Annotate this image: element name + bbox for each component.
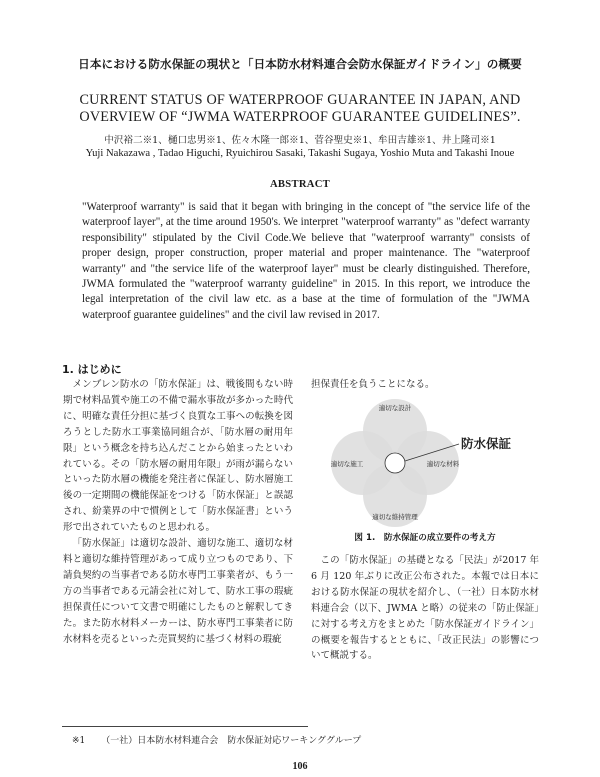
figure-venn-diagram [311, 393, 541, 528]
section-heading-introduction: 1. はじめに [62, 363, 122, 376]
paper-title-english [60, 92, 540, 126]
page-number: 106 [292, 761, 308, 772]
venn-label-maintenance: 適切な維持管理 [372, 513, 418, 521]
footnote-text: （一社）日本防水材料連合会 防水保証対応ワーキンググループ [101, 736, 362, 746]
right-column [311, 553, 539, 664]
figure-caption: 図 1. 防水保証の成立要件の考え方 [354, 533, 496, 543]
paper-title-english-line1: CURRENT STATUS OF WATERPROOF GUARANTEE IN JAPAN, AND [79, 92, 521, 108]
footnote-mark: ※1 [72, 736, 86, 746]
venn-label-design: 適切な設計 [378, 404, 412, 412]
authors-english: Yuji Nakazawa , Tadao Higuchi, Ryuichirou Sasaki, Takashi Sugaya, Yoshio Muta and Takashi Inoue [85, 148, 515, 159]
venn-label-material: 適切な材料 [426, 460, 460, 468]
abstract-body: "Waterproof warranty" is said that it began with bringing in the concept of "the service life of the waterproof layer", at the time around 1950's. We interpret "waterproof warranty" as "defect warranty responsibility" stipulated by the Civil Code.We believe that "waterproof warranty" consists of proper design, proper construction, proper material and proper maintenance. The "waterproof warranty" and "the service life of the waterproof layer" must be clearly distinguished. Therefore, JWMA formulated the "waterproof warranty guideline" in 2015. In this report, we introduce the legal interpretation of the civil law etc. as a base at the time of formulation of the "JWMA waterproof guarantee guidelines" and the civil law revised in 2017. [82, 201, 530, 321]
paper-title-japanese: 日本における防水保証の現状と「日本防水材料連合会防水保証ガイドライン」の概要 [78, 57, 522, 71]
right-paragraph: この「防水保証」の基礎となる「民法」が2017 年 6 月 120 年ぶりに改正公布された。本報では日本における防水保証の現状を紹介し、（一社）日本防水材料連合会（以下、JWMA と略）の従来の「防止保証」に対する考え方をまとめた「防水保証ガイドライン」の概要を報告するとともに、「改正民法」の影響について概説する。 [311, 555, 539, 662]
footnote-divider [62, 726, 308, 727]
venn-label-construction: 適切な施工 [330, 460, 364, 468]
left-paragraph-2: 「防水保証」は適切な設計、適切な施工、適切な材料と適切な維持管理があって成り立つものであり、下請負契約の当事者である防水専門工事業者が、もう一方の当事者である元請会社に対して、防水工事の瑕疵担保責任について文書で明確にしたものと解釈してきた。また防水材料メーカーは、防水専門工事業者に防水材料を売るといった売買契約に基づく材料の瑕疵 [63, 538, 293, 645]
venn-center-label: 防水保証 [461, 436, 512, 451]
footnote [72, 733, 361, 746]
right-column-continuation: 担保責任を負うことになる。 [311, 379, 435, 390]
paper-title-english-line2: OVERVIEW OF “JWMA WATERPROOF GUARANTEE GUIDELINES”. [79, 109, 521, 125]
authors-japanese: 中沢裕二※1、樋口忠男※1、佐々木隆一郎※1、菅谷聖史※1、牟田吉雄※1、井上隆司※1 [104, 135, 496, 146]
venn-center-circle [385, 453, 405, 473]
left-column [63, 377, 293, 647]
left-paragraph-1: メンブレン防水の「防水保証」は、戦後間もない時期で材料品質や施工の不備で漏水事故が多かった時代に、明確な責任分担に基づく良質な工事への転換を図ろうとした防水工事業協同組合が、「防水層の耐用年限」という概念を持ち込んだことから始まったといわれている。その「防水層の耐用年限」が雨が漏らないといった防水層の機能を発注者に保証し、防水層施工後の一定期間の機能保証をつける「防水保証」と誤認され、紛業界の中で慣例として「防水保証書」という形で出されていたものと思われる。 [63, 379, 293, 534]
abstract-heading: ABSTRACT [269, 179, 331, 190]
